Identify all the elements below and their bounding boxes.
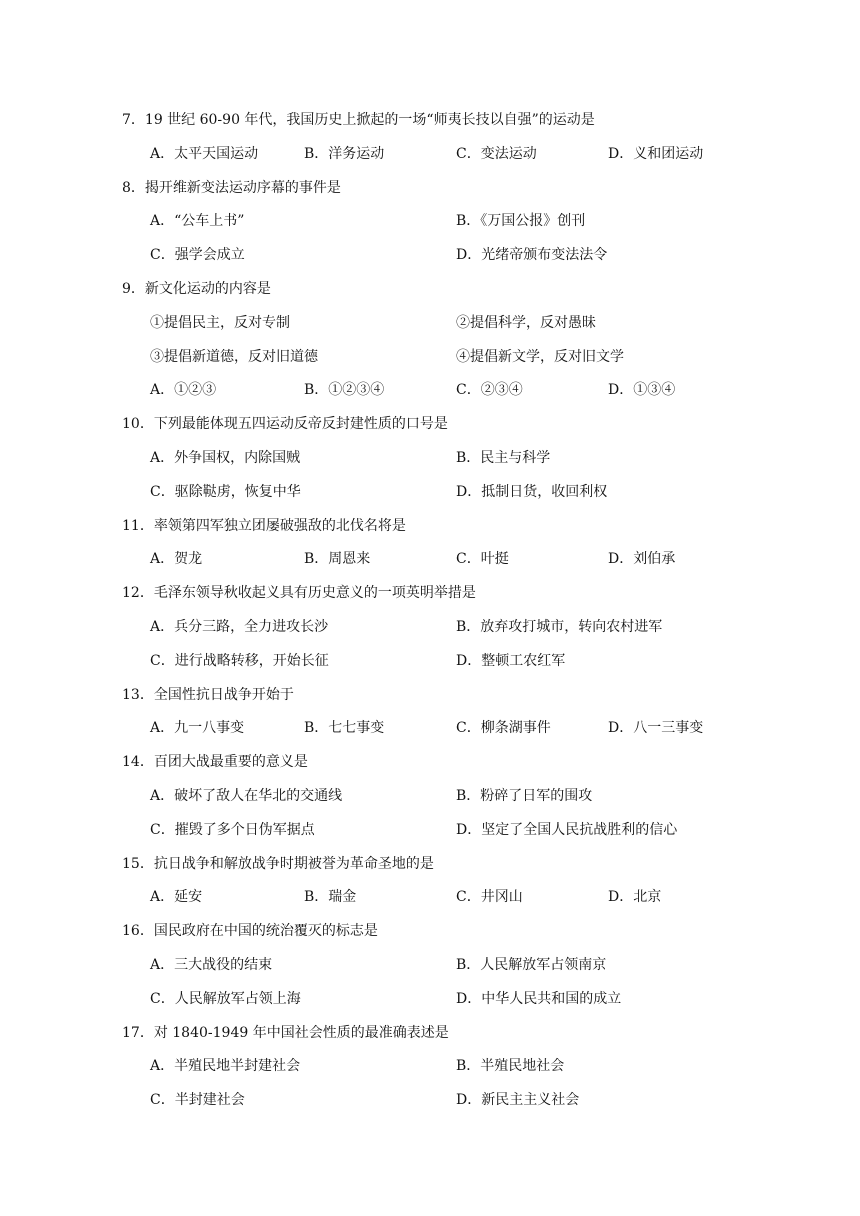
question-stem: 15．抗日战争和解放战争时期被誉为革命圣地的是 [122, 855, 434, 872]
answer-option: A．外争国权，内除国贼 [150, 450, 301, 466]
answer-option: A．三大战役的结束 [150, 957, 273, 973]
question-stem: 12．毛泽东领导秋收起义具有历史意义的一项英明举措是 [122, 585, 476, 602]
question-stem: 17．对 1840-1949 年中国社会性质的最准确表述是 [122, 1024, 449, 1041]
answer-option: A．延安 [150, 889, 203, 906]
answer-option: C．人民解放军占领上海 [150, 990, 301, 1007]
answer-option: B．①②③④ [304, 382, 385, 399]
answer-option: B．《万国公报》创刊 [456, 213, 586, 230]
answer-option: D．义和团运动 [608, 145, 704, 162]
answer-option: D．整顿工农红军 [456, 652, 566, 669]
question-stem: 10．下列最能体现五四运动反帝反封建性质的口号是 [122, 416, 448, 433]
answer-option: B．半殖民地社会 [456, 1058, 565, 1075]
answer-option: A．①②③ [150, 382, 217, 399]
answer-option: D．北京 [608, 889, 662, 906]
answer-option: D．刘伯承 [608, 551, 676, 568]
answer-option: ③提倡新道德，反对旧道德 [150, 348, 318, 365]
answer-option: B．粉碎了日军的围攻 [456, 788, 593, 804]
answer-option: B．放弃攻打城市，转向农村进军 [456, 619, 663, 635]
answer-option: ②提倡科学，反对愚昧 [456, 314, 596, 331]
answer-option: A．“公车上书” [150, 213, 245, 230]
answer-option: C．摧毁了多个日伪军据点 [150, 821, 315, 838]
answer-option: ④提倡新文学，反对旧文学 [456, 348, 624, 365]
answer-option: A．九一八事变 [150, 720, 245, 737]
answer-option: B．洋务运动 [304, 145, 385, 162]
answer-option: A．半殖民地半封建社会 [150, 1058, 301, 1075]
question-stem: 13．全国性抗日战争开始于 [122, 686, 294, 703]
answer-option: B．周恩来 [304, 551, 371, 568]
answer-option: B．民主与科学 [456, 450, 551, 466]
answer-option: D．八一三事变 [608, 720, 704, 737]
answer-option: D．坚定了全国人民抗战胜利的信心 [456, 821, 678, 838]
answer-option: D．抵制日货，收回利权 [456, 483, 608, 500]
question-stem: 11．率领第四军独立团屡破强敌的北伐名将是 [122, 517, 406, 534]
answer-option: ①提倡民主，反对专制 [150, 314, 290, 331]
answer-option: D．①③④ [608, 382, 676, 399]
answer-option: A．贺龙 [150, 551, 203, 568]
question-stem: 7．19 世纪 60-90 年代，我国历史上掀起的一场“师夷长技以自强”的运动是 [122, 112, 595, 128]
question-stem: 16．国民政府在中国的统治覆灭的标志是 [122, 923, 378, 940]
question-stem: 8．揭开维新变法运动序幕的事件是 [122, 179, 341, 196]
answer-option: C．井冈山 [456, 889, 523, 906]
answer-option: B．七七事变 [304, 720, 385, 737]
answer-option: B．人民解放军占领南京 [456, 957, 607, 973]
answer-option: C．变法运动 [456, 145, 537, 162]
question-stem: 14．百团大战最重要的意义是 [122, 754, 308, 771]
answer-option: C．半封建社会 [150, 1092, 245, 1109]
answer-option: C．柳条湖事件 [456, 720, 551, 737]
answer-option: D．中华人民共和国的成立 [456, 990, 622, 1007]
answer-option: A．兵分三路，全力进攻长沙 [150, 619, 329, 635]
answer-option: D．新民主主义社会 [456, 1092, 580, 1109]
answer-option: D．光绪帝颁布变法法令 [456, 247, 608, 264]
answer-option: B．瑞金 [304, 889, 357, 906]
answer-option: C．进行战略转移，开始长征 [150, 652, 329, 669]
answer-option: C．强学会成立 [150, 247, 245, 264]
answer-option: C．叶挺 [456, 551, 509, 568]
answer-option: A．破坏了敌人在华北的交通线 [150, 788, 343, 804]
question-stem: 9．新文化运动的内容是 [122, 281, 271, 297]
answer-option: C．②③④ [456, 382, 523, 399]
answer-option: A．太平天国运动 [150, 145, 259, 162]
answer-option: C．驱除鞑虏，恢复中华 [150, 483, 301, 500]
